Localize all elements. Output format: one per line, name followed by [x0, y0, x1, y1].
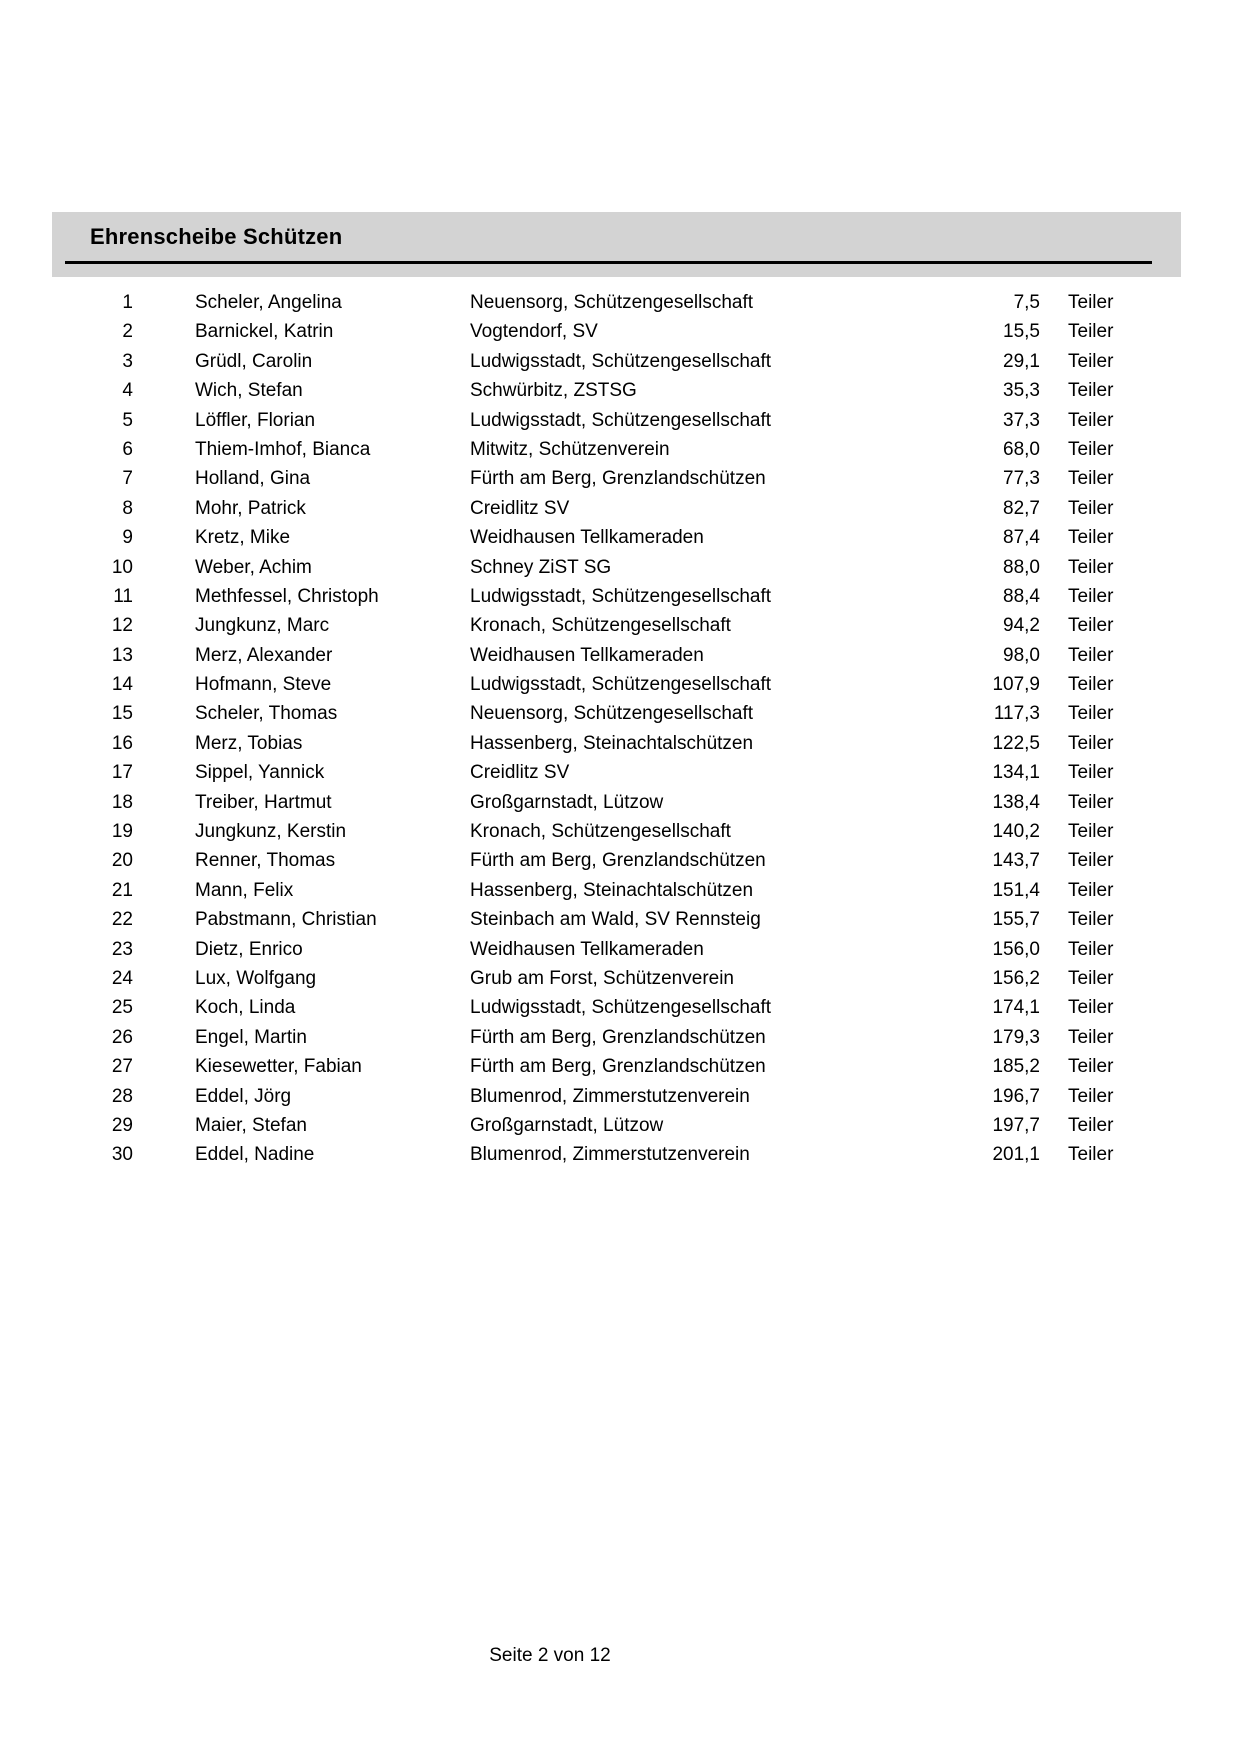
unit-cell: Teiler: [1068, 380, 1114, 402]
score-cell: 138,4: [992, 791, 1040, 813]
club-cell: Großgarnstadt, Lützow: [470, 791, 664, 813]
score-cell: 185,2: [992, 1056, 1040, 1078]
name-cell: Weber, Achim: [195, 556, 312, 578]
unit-cell: Teiler: [1068, 438, 1114, 460]
name-cell: Hofmann, Steve: [195, 674, 332, 696]
club-cell: Neuensorg, Schützengesellschaft: [470, 703, 754, 725]
rank-cell: 13: [111, 644, 133, 666]
unit-cell: Teiler: [1068, 1114, 1114, 1136]
name-cell: Mohr, Patrick: [195, 497, 306, 519]
unit-cell: Teiler: [1068, 409, 1114, 431]
rank-cell: 15: [111, 703, 133, 725]
table-row: [0, 1082, 1240, 1111]
score-cell: 143,7: [992, 850, 1040, 872]
rank-cell: 28: [111, 1085, 133, 1107]
name-cell: Merz, Tobias: [195, 732, 303, 754]
name-cell: Pabstmann, Christian: [195, 909, 377, 931]
unit-cell: Teiler: [1068, 967, 1114, 989]
club-cell: Ludwigsstadt, Schützengesellschaft: [470, 997, 772, 1019]
table-row: [0, 670, 1240, 699]
score-cell: 37,3: [1003, 409, 1040, 431]
name-cell: Dietz, Enrico: [195, 938, 303, 960]
rank-cell: 2: [122, 321, 133, 343]
name-cell: Lux, Wolfgang: [195, 967, 317, 989]
club-cell: Fürth am Berg, Grenzlandschützen: [470, 850, 766, 872]
club-cell: Hassenberg, Steinachtalschützen: [470, 879, 754, 901]
rank-cell: 23: [111, 938, 133, 960]
table-row: [0, 464, 1240, 493]
unit-cell: Teiler: [1068, 1144, 1114, 1166]
club-cell: Weidhausen Tellkameraden: [470, 527, 704, 549]
table-row: [0, 317, 1240, 346]
club-cell: Ludwigsstadt, Schützengesellschaft: [470, 350, 772, 372]
rank-cell: 4: [122, 380, 133, 402]
unit-cell: Teiler: [1068, 556, 1114, 578]
name-cell: Thiem-Imhof, Bianca: [195, 438, 371, 460]
rank-cell: 8: [122, 497, 133, 519]
table-row: [0, 641, 1240, 670]
rank-cell: 20: [111, 850, 133, 872]
club-cell: Kronach, Schützengesellschaft: [470, 821, 731, 843]
rank-cell: 27: [111, 1056, 133, 1078]
unit-cell: Teiler: [1068, 821, 1114, 843]
table-row: [0, 729, 1240, 758]
score-cell: 122,5: [992, 732, 1040, 754]
name-cell: Wich, Stefan: [195, 380, 303, 402]
rank-cell: 18: [111, 791, 133, 813]
table-row: [0, 817, 1240, 846]
rank-cell: 24: [111, 967, 133, 989]
rank-cell: 17: [111, 762, 133, 784]
unit-cell: Teiler: [1068, 879, 1114, 901]
unit-cell: Teiler: [1068, 321, 1114, 343]
rank-cell: 3: [122, 350, 133, 372]
club-cell: Ludwigsstadt, Schützengesellschaft: [470, 585, 772, 607]
unit-cell: Teiler: [1068, 1026, 1114, 1048]
unit-cell: Teiler: [1068, 791, 1114, 813]
rank-cell: 25: [111, 997, 133, 1019]
unit-cell: Teiler: [1068, 762, 1114, 784]
name-cell: Scheler, Angelina: [195, 292, 342, 313]
club-cell: Hassenberg, Steinachtalschützen: [470, 732, 754, 754]
club-cell: Schney ZiST SG: [470, 556, 612, 578]
table-row: [0, 582, 1240, 611]
rank-cell: 5: [122, 409, 133, 431]
name-cell: Methfessel, Christoph: [195, 585, 379, 607]
name-cell: Grüdl, Carolin: [195, 350, 313, 372]
table-row: [0, 935, 1240, 964]
table-row: [0, 553, 1240, 582]
rank-cell: 7: [122, 468, 133, 490]
table-row: [0, 376, 1240, 405]
rank-cell: 26: [111, 1026, 133, 1048]
club-cell: Weidhausen Tellkameraden: [470, 938, 704, 960]
section-title: Ehrenscheibe Schützen: [90, 224, 343, 249]
unit-cell: Teiler: [1068, 850, 1114, 872]
name-cell: Jungkunz, Marc: [195, 615, 330, 637]
table-row: [0, 905, 1240, 934]
club-cell: Grub am Forst, Schützenverein: [470, 967, 734, 989]
unit-cell: Teiler: [1068, 909, 1114, 931]
table-row: [0, 406, 1240, 435]
unit-cell: Teiler: [1068, 997, 1114, 1019]
table-row: [0, 964, 1240, 993]
club-cell: Steinbach am Wald, SV Rennsteig: [470, 909, 761, 931]
club-cell: Kronach, Schützengesellschaft: [470, 615, 731, 637]
rank-cell: 22: [111, 909, 133, 931]
score-cell: 77,3: [1003, 468, 1040, 490]
name-cell: Scheler, Thomas: [195, 703, 338, 725]
score-cell: 151,4: [992, 879, 1040, 901]
name-cell: Eddel, Jörg: [195, 1085, 292, 1107]
score-cell: 94,2: [1003, 615, 1040, 637]
name-cell: Renner, Thomas: [195, 850, 336, 872]
name-cell: Kiesewetter, Fabian: [195, 1056, 362, 1078]
club-cell: Fürth am Berg, Grenzlandschützen: [470, 468, 766, 490]
unit-cell: Teiler: [1068, 350, 1114, 372]
table-row: [0, 1140, 1240, 1169]
club-cell: Neuensorg, Schützengesellschaft: [470, 292, 754, 313]
unit-cell: Teiler: [1068, 703, 1114, 725]
unit-cell: Teiler: [1068, 938, 1114, 960]
club-cell: Fürth am Berg, Grenzlandschützen: [470, 1056, 766, 1078]
unit-cell: Teiler: [1068, 644, 1114, 666]
club-cell: Vogtendorf, SV: [470, 321, 598, 343]
score-cell: 117,3: [993, 703, 1040, 725]
score-cell: 134,1: [992, 762, 1040, 784]
score-cell: 88,4: [1003, 585, 1040, 607]
rank-cell: 9: [122, 527, 133, 549]
rank-cell: 30: [111, 1144, 133, 1166]
rank-cell: 14: [111, 674, 133, 696]
score-cell: 156,2: [992, 967, 1040, 989]
table-row: [0, 876, 1240, 905]
club-cell: Creidlitz SV: [470, 762, 570, 784]
unit-cell: Teiler: [1068, 674, 1114, 696]
club-cell: Großgarnstadt, Lützow: [470, 1114, 664, 1136]
score-cell: 87,4: [1003, 527, 1040, 549]
table-row: [0, 699, 1240, 728]
unit-cell: Teiler: [1068, 732, 1114, 754]
name-cell: Mann, Felix: [195, 879, 294, 901]
score-cell: 174,1: [992, 997, 1040, 1019]
table-row: [0, 758, 1240, 787]
score-cell: 107,9: [992, 674, 1040, 696]
score-cell: 201,1: [992, 1144, 1040, 1166]
name-cell: Holland, Gina: [195, 468, 311, 490]
table-row: [0, 846, 1240, 875]
rank-cell: 12: [111, 615, 133, 637]
table-row: [0, 435, 1240, 464]
score-cell: 82,7: [1003, 497, 1040, 519]
rank-cell: 1: [122, 292, 133, 313]
club-cell: Blumenrod, Zimmerstutzenverein: [470, 1085, 750, 1107]
table-row: [0, 1023, 1240, 1052]
name-cell: Jungkunz, Kerstin: [195, 821, 347, 843]
rank-cell: 6: [122, 438, 133, 460]
unit-cell: Teiler: [1068, 1056, 1114, 1078]
score-cell: 155,7: [992, 909, 1040, 931]
name-cell: Koch, Linda: [195, 997, 296, 1019]
name-cell: Treiber, Hartmut: [195, 791, 332, 813]
table-row: [0, 993, 1240, 1022]
table-row: [0, 523, 1240, 552]
table-row: [0, 1111, 1240, 1140]
club-cell: Creidlitz SV: [470, 497, 570, 519]
section-header-bar: [52, 212, 1181, 277]
club-cell: Ludwigsstadt, Schützengesellschaft: [470, 409, 772, 431]
club-cell: Schwürbitz, ZSTSG: [470, 380, 637, 402]
club-cell: Fürth am Berg, Grenzlandschützen: [470, 1026, 766, 1048]
score-cell: 196,7: [992, 1085, 1040, 1107]
club-cell: Weidhausen Tellkameraden: [470, 644, 704, 666]
score-cell: 140,2: [992, 821, 1040, 843]
score-cell: 15,5: [1003, 321, 1040, 343]
unit-cell: Teiler: [1068, 497, 1114, 519]
score-cell: 98,0: [1003, 644, 1040, 666]
results-table: [0, 288, 1240, 1170]
table-row: [0, 347, 1240, 376]
name-cell: Sippel, Yannick: [195, 762, 325, 784]
score-cell: 156,0: [992, 938, 1040, 960]
unit-cell: Teiler: [1068, 585, 1114, 607]
name-cell: Eddel, Nadine: [195, 1144, 315, 1166]
table-row: [0, 1052, 1240, 1081]
table-row: [0, 788, 1240, 817]
score-cell: 35,3: [1003, 380, 1040, 402]
unit-cell: Teiler: [1068, 292, 1114, 313]
rank-cell: 29: [111, 1114, 133, 1136]
score-cell: 88,0: [1003, 556, 1040, 578]
club-cell: Blumenrod, Zimmerstutzenverein: [470, 1144, 750, 1166]
rank-cell: 21: [111, 879, 133, 901]
unit-cell: Teiler: [1068, 468, 1114, 490]
name-cell: Löffler, Florian: [195, 409, 316, 431]
score-cell: 7,5: [1013, 292, 1040, 313]
unit-cell: Teiler: [1068, 615, 1114, 637]
score-cell: 68,0: [1003, 438, 1040, 460]
page-number-footer: Seite 2 von 12: [489, 1645, 611, 1666]
section-title-rule: [65, 261, 1152, 264]
rank-cell: 10: [111, 556, 133, 578]
rank-cell: 16: [111, 732, 133, 754]
name-cell: Barnickel, Katrin: [195, 321, 334, 343]
name-cell: Kretz, Mike: [195, 527, 291, 549]
club-cell: Mitwitz, Schützenverein: [470, 438, 670, 460]
unit-cell: Teiler: [1068, 527, 1114, 549]
name-cell: Merz, Alexander: [195, 644, 333, 666]
score-cell: 197,7: [992, 1114, 1040, 1136]
rank-cell: 19: [111, 821, 133, 843]
table-row: [0, 611, 1240, 640]
table-row: [0, 494, 1240, 523]
name-cell: Engel, Martin: [195, 1026, 307, 1048]
club-cell: Ludwigsstadt, Schützengesellschaft: [470, 674, 772, 696]
name-cell: Maier, Stefan: [195, 1114, 307, 1136]
unit-cell: Teiler: [1068, 1085, 1114, 1107]
score-cell: 29,1: [1003, 350, 1040, 372]
rank-cell: 11: [113, 585, 133, 607]
score-cell: 179,3: [992, 1026, 1040, 1048]
table-row: [0, 288, 1240, 317]
